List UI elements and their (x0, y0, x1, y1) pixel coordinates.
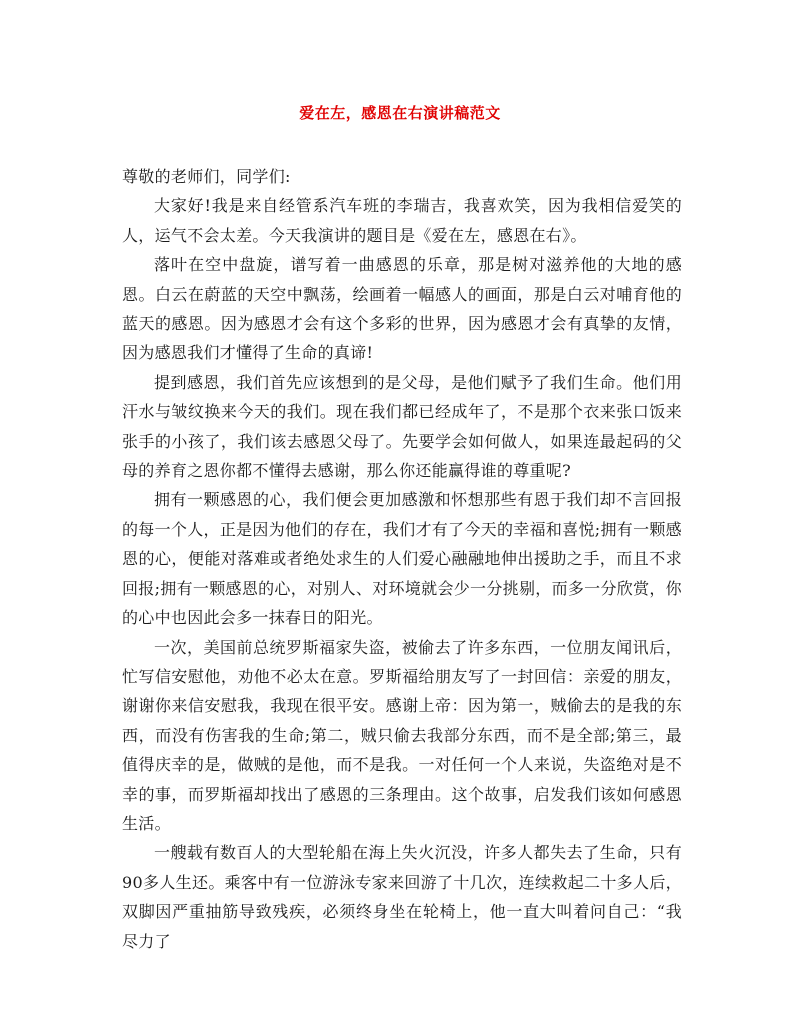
document-title: 爱在左，感恩在右演讲稿范文 (299, 104, 501, 122)
paragraph: 一艘载有数百人的大型轮船在海上失火沉没，许多人都失去了生命，只有90多人生还。乘客中有一位游泳专家来回游了十几次，连续救起二十多人后，双脚因严重抽筋导致残疾，必须终身坐在轮椅上，他一直大叫着问自己：“我尽力了 (122, 843, 682, 951)
paragraph: 大家好!我是来自经管系汽车班的李瑞吉，我喜欢笑，因为我相信爱笑的人，运气不会太差。今天我演讲的题目是《爱在左，感恩在右》。 (122, 196, 682, 245)
salutation: 尊敬的老师们，同学们: (122, 167, 291, 186)
paragraph: 拥有一颗感恩的心，我们便会更加感激和怀想那些有恩于我们却不言回报的每一个人，正是因为他们的存在，我们才有了今天的幸福和喜悦;拥有一颗感恩的心，便能对落难或者绝处求生的人们爱心融融地伸出援助之手，而且不求回报;拥有一颗感恩的心，对别人、对环境就会少一分挑剔，而多一分欣赏，你的心中也因此会多一抹春日的阳光。 (122, 490, 682, 628)
paragraph: 提到感恩，我们首先应该想到的是父母，是他们赋予了我们生命。他们用汗水与皱纹换来今天的我们。现在我们都已经成年了，不是那个衣来张口饭来张手的小孩了，我们该去感恩父母了。先要学会如何做人，如果连最起码的父母的养育之恩你都不懂得去感谢，那么你还能赢得谁的尊重呢? (122, 372, 682, 481)
document-body (122, 162, 682, 956)
paragraph: 一次，美国前总统罗斯福家失盗，被偷去了许多东西，一位朋友闻讯后，忙写信安慰他，劝他不必太在意。罗斯福给朋友写了一封回信：亲爱的朋友，谢谢你来信安慰我，我现在很平安。感谢上帝：因为第一，贼偷去的是我的东西，而没有伤害我的生命;第二，贼只偷去我部分东西，而不是全部;第三，最值得庆幸的是，做贼的是他，而不是我。一对任何一个人来说，失盗绝对是不幸的事，而罗斯福却找出了感恩的三条理由。这个故事，启发我们该如何感恩生活。 (122, 637, 682, 833)
paragraph: 落叶在空中盘旋，谱写着一曲感恩的乐章，那是树对滋养他的大地的感恩。白云在蔚蓝的天空中飘荡，绘画着一幅感人的画面，那是白云对哺育他的蓝天的感恩。因为感恩才会有这个多彩的世界，因为感恩才会有真挚的友情，因为感恩我们才懂得了生命的真谛! (122, 255, 682, 363)
